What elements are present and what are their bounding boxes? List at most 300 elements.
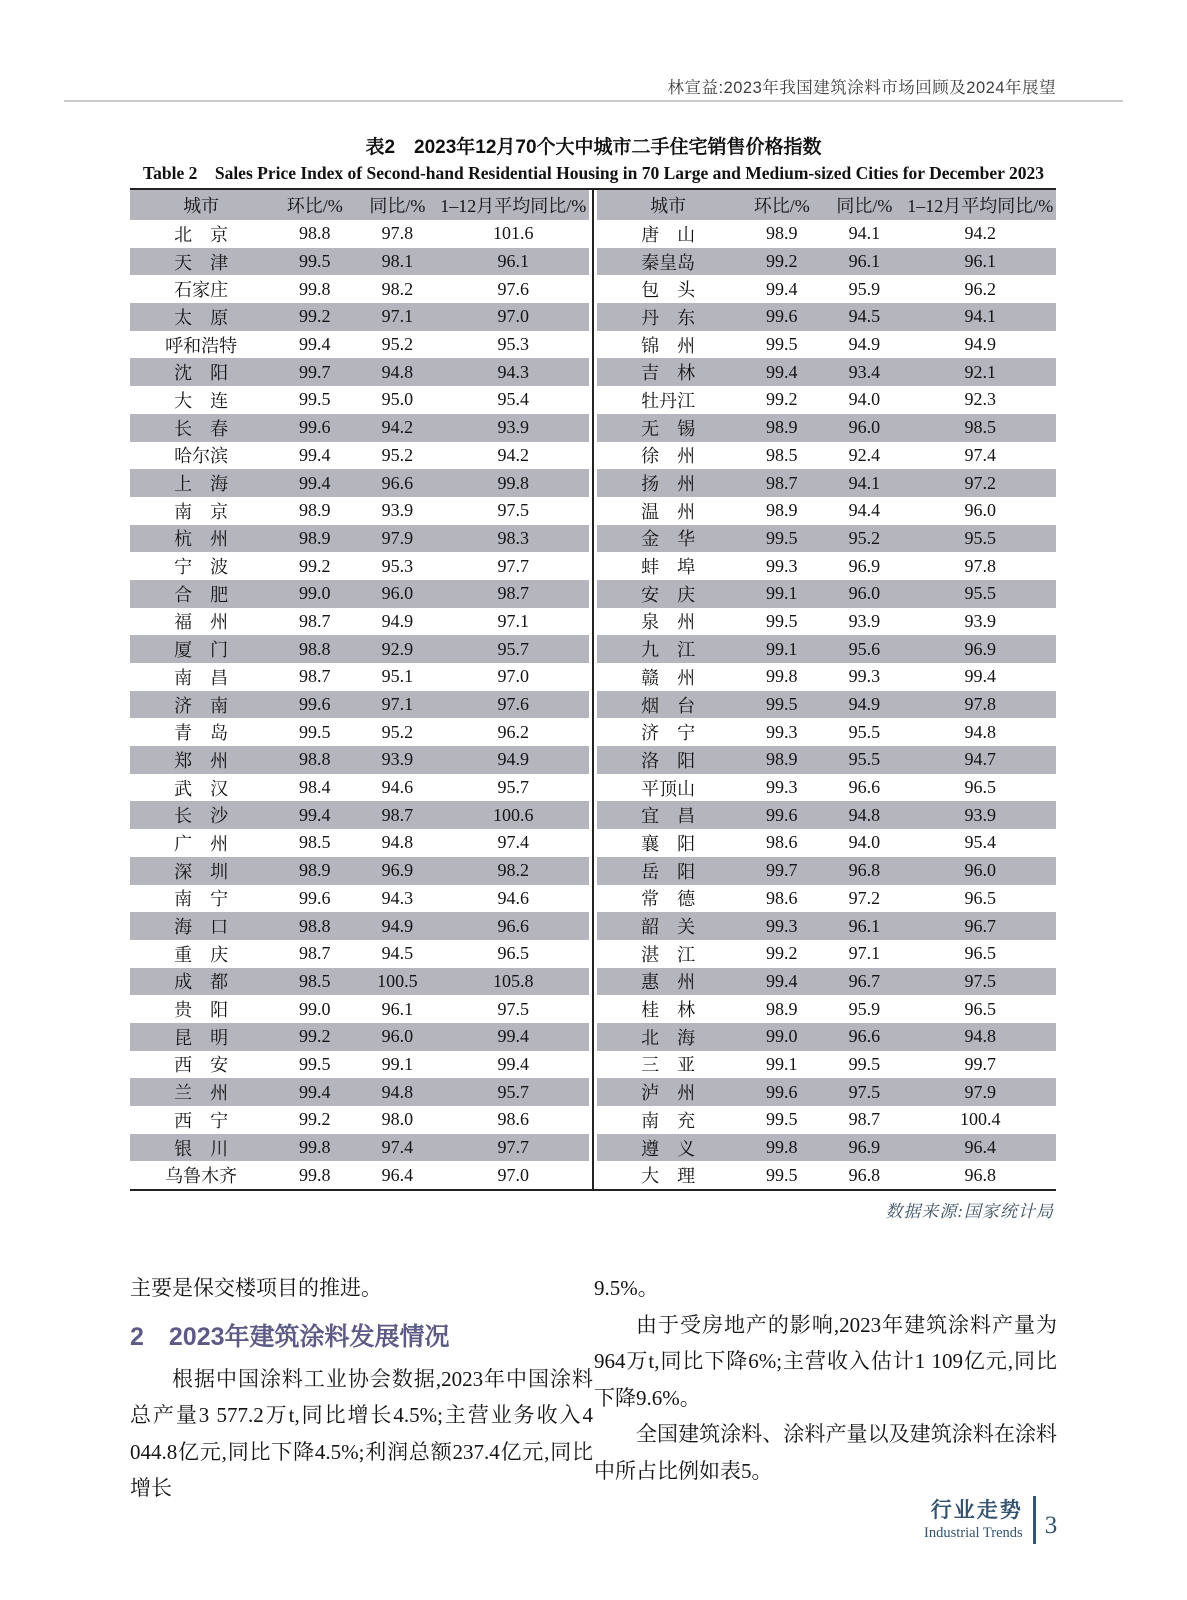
- value-cell: 96.5: [964, 998, 996, 1019]
- table-row: [597, 248, 1056, 276]
- value-cell: 98.8: [272, 635, 357, 663]
- value-cell: 98.8: [272, 912, 357, 940]
- table-header-row: [597, 190, 1056, 220]
- table-row: [130, 552, 589, 580]
- table-row: [130, 1106, 589, 1134]
- city-cell: 丹 东: [597, 303, 739, 331]
- value-cell: 94.0: [848, 832, 881, 853]
- value-cell: 94.9: [848, 334, 881, 355]
- table-row: [597, 442, 1056, 470]
- city-cell: 韶 关: [597, 912, 739, 940]
- value-cell: 97.7: [438, 1134, 590, 1162]
- value-cell: 94.5: [824, 303, 904, 331]
- paragraph: 全国建筑涂料、涂料产量以及建筑涂料在涂料中所占比例如表5。: [594, 1422, 1057, 1483]
- footer-section-en: Industrial Trends: [924, 1524, 1023, 1541]
- value-cell: 96.5: [497, 943, 529, 964]
- value-cell: 99.6: [272, 691, 357, 719]
- table-row: [130, 386, 589, 414]
- city-cell: 合 肥: [130, 580, 272, 608]
- city-cell: 锦 州: [641, 335, 696, 356]
- value-cell: 98.9: [739, 746, 824, 774]
- value-cell: 97.2: [848, 887, 881, 908]
- table-row: [130, 663, 589, 691]
- city-cell: 泉 州: [641, 612, 696, 633]
- city-cell: 三 亚: [641, 1055, 696, 1076]
- city-cell: 遵 义: [597, 1134, 739, 1162]
- city-cell: 西 安: [174, 1055, 229, 1076]
- value-cell: 97.0: [497, 666, 529, 687]
- value-cell: 99.6: [298, 887, 331, 908]
- value-cell: 98.9: [765, 998, 798, 1019]
- table-row: [597, 220, 1056, 248]
- city-cell: 宁 波: [174, 557, 229, 578]
- table-row: [130, 358, 589, 386]
- value-cell: 96.4: [905, 1134, 1057, 1162]
- value-cell: 94.2: [357, 414, 437, 442]
- table-row: [130, 1161, 589, 1189]
- city-cell: 贵 阳: [174, 1000, 229, 1021]
- column-header-city: 城市: [597, 190, 739, 220]
- value-cell: 99.5: [765, 610, 798, 631]
- table-row: [130, 995, 589, 1023]
- value-cell: 97.5: [824, 1078, 904, 1106]
- city-cell: 郑 州: [130, 746, 272, 774]
- city-cell: 襄 阳: [641, 833, 696, 854]
- table-row: [597, 746, 1056, 774]
- city-cell: 济 南: [130, 691, 272, 719]
- table-row: [597, 968, 1056, 996]
- value-cell: 98.6: [765, 832, 798, 853]
- value-cell: 99.8: [739, 1134, 824, 1162]
- city-cell: 杭 州: [130, 525, 272, 553]
- value-cell: 98.6: [765, 887, 798, 908]
- city-cell: 南 京: [174, 501, 229, 522]
- value-cell: 96.4: [381, 1164, 414, 1185]
- value-cell: 98.3: [438, 525, 590, 553]
- value-cell: 97.0: [497, 1164, 529, 1185]
- value-cell: 99.5: [298, 389, 331, 410]
- value-cell: 92.1: [905, 358, 1057, 386]
- value-cell: 97.0: [438, 303, 590, 331]
- table-row: [130, 580, 589, 608]
- value-cell: 99.2: [272, 303, 357, 331]
- table-row: [130, 414, 589, 442]
- value-cell: 98.9: [272, 525, 357, 553]
- city-cell: 包 头: [641, 280, 696, 301]
- value-cell: 99.8: [298, 278, 331, 299]
- value-cell: 99.4: [739, 358, 824, 386]
- column-header-yoy: 同比/%: [357, 190, 437, 220]
- table-row: [597, 608, 1056, 636]
- value-cell: 97.7: [497, 555, 529, 576]
- value-cell: 94.9: [964, 334, 996, 355]
- table-row: [597, 275, 1056, 303]
- value-cell: 99.4: [964, 666, 996, 687]
- value-cell: 95.0: [381, 389, 414, 410]
- value-cell: 98.5: [272, 968, 357, 996]
- value-cell: 94.8: [381, 832, 414, 853]
- value-cell: 98.7: [357, 801, 437, 829]
- table-row: [130, 774, 589, 802]
- value-cell: 105.8: [438, 968, 590, 996]
- table-row: [597, 857, 1056, 885]
- table-divider: [592, 190, 594, 1189]
- city-cell: 洛 阳: [597, 746, 739, 774]
- table-row: [597, 885, 1056, 913]
- city-cell: 湛 江: [641, 944, 696, 965]
- value-cell: 96.6: [357, 469, 437, 497]
- value-cell: 98.1: [357, 248, 437, 276]
- table-row: [130, 1051, 589, 1079]
- page-footer: [924, 1496, 1057, 1544]
- table-row: [130, 691, 589, 719]
- value-cell: 94.1: [905, 303, 1057, 331]
- table-row: [130, 746, 589, 774]
- city-cell: 广 州: [174, 833, 229, 854]
- table-row: [130, 1078, 589, 1106]
- table-row: [130, 469, 589, 497]
- value-cell: 97.1: [357, 691, 437, 719]
- value-cell: 97.1: [497, 610, 529, 631]
- city-cell: 青 岛: [174, 723, 229, 744]
- table-row: [130, 912, 589, 940]
- value-cell: 94.4: [848, 500, 881, 521]
- value-cell: 99.6: [272, 414, 357, 442]
- value-cell: 94.1: [824, 469, 904, 497]
- city-cell: 西 宁: [174, 1110, 229, 1131]
- city-cell: 天 津: [130, 248, 272, 276]
- city-cell: 上 海: [130, 469, 272, 497]
- value-cell: 94.6: [497, 887, 529, 908]
- value-cell: 99.2: [272, 1023, 357, 1051]
- city-cell: 长 沙: [130, 801, 272, 829]
- value-cell: 99.6: [739, 801, 824, 829]
- value-cell: 96.8: [848, 1164, 881, 1185]
- table-row: [597, 1134, 1056, 1162]
- table-row: [597, 912, 1056, 940]
- table-row: [597, 718, 1056, 746]
- column-header-avg: 1–12月平均同比/%: [438, 190, 590, 220]
- table-row: [597, 303, 1056, 331]
- column-header-yoy: 同比/%: [824, 190, 904, 220]
- city-cell: 石家庄: [174, 280, 229, 301]
- table-row: [597, 691, 1056, 719]
- value-cell: 97.6: [438, 691, 590, 719]
- city-cell: 宜 昌: [597, 801, 739, 829]
- value-cell: 95.2: [381, 721, 414, 742]
- table-row: [130, 442, 589, 470]
- table-row: [597, 358, 1056, 386]
- city-cell: 九 江: [597, 635, 739, 663]
- table-row: [597, 386, 1056, 414]
- city-cell: 无 锡: [597, 414, 739, 442]
- value-cell: 99.5: [765, 334, 798, 355]
- value-cell: 99.1: [765, 1053, 798, 1074]
- table-row: [597, 414, 1056, 442]
- value-cell: 98.6: [497, 1109, 529, 1130]
- table-row: [130, 608, 589, 636]
- city-cell: 大 理: [641, 1166, 696, 1187]
- value-cell: 95.2: [824, 525, 904, 553]
- value-cell: 99.4: [272, 469, 357, 497]
- value-cell: 96.0: [357, 580, 437, 608]
- value-cell: 94.0: [848, 389, 881, 410]
- table-row: [130, 497, 589, 525]
- value-cell: 99.8: [438, 469, 590, 497]
- value-cell: 95.7: [438, 635, 590, 663]
- value-cell: 94.8: [357, 358, 437, 386]
- value-cell: 96.1: [824, 912, 904, 940]
- value-cell: 93.9: [964, 610, 996, 631]
- value-cell: 94.2: [497, 444, 529, 465]
- city-cell: 南 宁: [174, 889, 229, 910]
- table-row: [597, 940, 1056, 968]
- value-cell: 99.0: [739, 1023, 824, 1051]
- value-cell: 95.5: [848, 721, 881, 742]
- table-row: [130, 718, 589, 746]
- value-cell: 99.8: [765, 666, 798, 687]
- value-cell: 96.8: [964, 1164, 996, 1185]
- value-cell: 95.5: [905, 525, 1057, 553]
- city-cell: 兰 州: [130, 1078, 272, 1106]
- value-cell: 98.7: [438, 580, 590, 608]
- value-cell: 96.9: [357, 857, 437, 885]
- table-row: [597, 635, 1056, 663]
- value-cell: 96.9: [824, 1134, 904, 1162]
- table-title-en: Table 2 Sales Price Index of Second-hand Residential Housing in 70 Large and Medium-sized Cities for December 2023: [143, 163, 1044, 183]
- footer-section-cn: 行业走势: [930, 1498, 1023, 1522]
- value-cell: 96.1: [381, 998, 414, 1019]
- table-row: [597, 1161, 1056, 1189]
- table-row: [597, 995, 1056, 1023]
- city-cell: 长 春: [130, 414, 272, 442]
- city-cell: 平顶山: [641, 778, 696, 799]
- city-cell: 秦皇岛: [597, 248, 739, 276]
- value-cell: 97.8: [381, 223, 414, 244]
- value-cell: 96.1: [438, 248, 590, 276]
- city-cell: 扬 州: [597, 469, 739, 497]
- city-cell: 唐 山: [641, 224, 696, 245]
- value-cell: 98.9: [765, 223, 798, 244]
- table-row: [130, 801, 589, 829]
- value-cell: 96.6: [824, 1023, 904, 1051]
- value-cell: 97.8: [905, 691, 1057, 719]
- value-cell: 99.1: [739, 635, 824, 663]
- value-cell: 99.4: [438, 1023, 590, 1051]
- value-cell: 100.4: [960, 1109, 1001, 1130]
- value-cell: 93.4: [824, 358, 904, 386]
- table-row: [597, 525, 1056, 553]
- value-cell: 96.2: [964, 278, 996, 299]
- city-cell: 南 充: [641, 1110, 696, 1131]
- city-cell: 银 川: [130, 1134, 272, 1162]
- table-row: [597, 801, 1056, 829]
- value-cell: 94.7: [905, 746, 1057, 774]
- table-title-cn: 表2 2023年12月70个大中城市二手住宅销售价格指数: [365, 137, 822, 158]
- footer-divider-bar: [1033, 1496, 1036, 1544]
- table-row: [130, 275, 589, 303]
- city-cell: 牡丹江: [641, 390, 696, 411]
- table-row: [597, 1023, 1056, 1051]
- page-number: 3: [1044, 1512, 1058, 1539]
- paragraph: 由于受房地产的影响,2023年建筑涂料产量为964万t,同比下降6%;主营收入估计1 109亿元,同比下降9.6%。: [594, 1312, 1057, 1410]
- value-cell: 95.9: [848, 998, 881, 1019]
- value-cell: 96.9: [848, 555, 881, 576]
- table-row: [597, 331, 1056, 359]
- value-cell: 96.1: [824, 248, 904, 276]
- table-row: [597, 829, 1056, 857]
- section-heading: 2 2023年建筑涂料发展情况: [130, 1322, 450, 1351]
- value-cell: 99.5: [848, 1053, 881, 1074]
- value-cell: 98.2: [438, 857, 590, 885]
- value-cell: 92.3: [964, 389, 996, 410]
- table-row: [130, 220, 589, 248]
- value-cell: 99.4: [497, 1053, 529, 1074]
- body-left-column: [130, 1270, 593, 1507]
- city-cell: 蚌 埠: [641, 557, 696, 578]
- value-cell: 96.0: [357, 1023, 437, 1051]
- value-cell: 94.9: [357, 912, 437, 940]
- value-cell: 97.4: [357, 1134, 437, 1162]
- value-cell: 95.5: [905, 580, 1057, 608]
- value-cell: 98.4: [298, 777, 331, 798]
- value-cell: 95.6: [824, 635, 904, 663]
- value-cell: 94.1: [848, 223, 881, 244]
- table-row: [130, 940, 589, 968]
- value-cell: 95.4: [964, 832, 996, 853]
- value-cell: 101.6: [493, 223, 534, 244]
- running-header: 林宣益:2023年我国建筑涂料市场回顾及2024年展望: [667, 79, 1056, 97]
- city-cell: 北 京: [174, 224, 229, 245]
- table-row: [130, 1023, 589, 1051]
- value-cell: 95.7: [497, 777, 529, 798]
- value-cell: 97.1: [848, 943, 881, 964]
- city-cell: 厦 门: [130, 635, 272, 663]
- table-row: [130, 829, 589, 857]
- value-cell: 96.7: [905, 912, 1057, 940]
- value-cell: 99.2: [298, 555, 331, 576]
- value-cell: 95.4: [497, 389, 529, 410]
- city-cell: 福 州: [174, 612, 229, 633]
- value-cell: 98.2: [381, 278, 414, 299]
- value-cell: 98.0: [381, 1109, 414, 1130]
- value-cell: 94.6: [381, 777, 414, 798]
- value-cell: 96.0: [964, 500, 996, 521]
- value-cell: 97.1: [357, 303, 437, 331]
- table-row: [130, 1134, 589, 1162]
- value-cell: 98.8: [272, 746, 357, 774]
- city-cell: 呼和浩特: [165, 335, 238, 356]
- value-cell: 93.9: [438, 414, 590, 442]
- value-cell: 96.0: [824, 414, 904, 442]
- table-row: [597, 1051, 1056, 1079]
- value-cell: 99.4: [272, 1078, 357, 1106]
- value-cell: 97.9: [357, 525, 437, 553]
- table-row: [130, 331, 589, 359]
- value-cell: 94.5: [381, 943, 414, 964]
- table-left-panel: [130, 190, 589, 1189]
- table-header-row: [130, 190, 589, 220]
- city-cell: 成 都: [130, 968, 272, 996]
- value-cell: 93.9: [848, 610, 881, 631]
- value-cell: 98.5: [765, 444, 798, 465]
- value-cell: 97.8: [964, 555, 996, 576]
- value-cell: 92.4: [848, 444, 881, 465]
- column-header-city: 城市: [130, 190, 272, 220]
- footer-section-labels: [924, 1499, 1023, 1542]
- value-cell: 96.5: [964, 943, 996, 964]
- city-cell: 太 原: [130, 303, 272, 331]
- value-cell: 98.7: [298, 943, 331, 964]
- value-cell: 97.9: [905, 1078, 1057, 1106]
- value-cell: 99.4: [739, 968, 824, 996]
- value-cell: 97.5: [905, 968, 1057, 996]
- value-cell: 94.8: [824, 801, 904, 829]
- value-cell: 92.9: [357, 635, 437, 663]
- city-cell: 桂 林: [641, 1000, 696, 1021]
- value-cell: 99.8: [298, 1164, 331, 1185]
- city-cell: 北 海: [597, 1023, 739, 1051]
- value-cell: 99.3: [765, 721, 798, 742]
- city-cell: 吉 林: [597, 358, 739, 386]
- table-row: [130, 857, 589, 885]
- value-cell: 94.3: [381, 887, 414, 908]
- value-cell: 99.3: [848, 666, 881, 687]
- city-cell: 乌鲁木齐: [165, 1166, 238, 1187]
- table-source-note: 数据来源:国家统计局: [885, 1202, 1054, 1221]
- value-cell: 96.7: [824, 968, 904, 996]
- table-row: [597, 469, 1056, 497]
- value-cell: 99.4: [765, 278, 798, 299]
- value-cell: 99.7: [272, 358, 357, 386]
- table-row: [130, 885, 589, 913]
- city-cell: 哈尔滨: [174, 446, 229, 467]
- table-row: [597, 552, 1056, 580]
- value-cell: 100.6: [438, 801, 590, 829]
- value-cell: 97.4: [497, 832, 529, 853]
- value-cell: 96.8: [824, 857, 904, 885]
- table-row: [130, 248, 589, 276]
- value-cell: 96.0: [905, 857, 1057, 885]
- paragraph: 9.5%。: [594, 1276, 659, 1300]
- city-cell: 南 昌: [174, 667, 229, 688]
- value-cell: 99.4: [298, 334, 331, 355]
- value-cell: 98.7: [298, 666, 331, 687]
- value-cell: 95.3: [381, 555, 414, 576]
- value-cell: 99.7: [739, 857, 824, 885]
- column-header-avg: 1–12月平均同比/%: [905, 190, 1057, 220]
- value-cell: 95.2: [381, 444, 414, 465]
- value-cell: 98.7: [739, 469, 824, 497]
- value-cell: 93.9: [905, 801, 1057, 829]
- table-row: [597, 663, 1056, 691]
- value-cell: 96.9: [905, 635, 1057, 663]
- value-cell: 98.7: [298, 610, 331, 631]
- value-cell: 97.4: [964, 444, 996, 465]
- value-cell: 97.6: [497, 278, 529, 299]
- value-cell: 96.5: [964, 887, 996, 908]
- value-cell: 99.2: [765, 389, 798, 410]
- value-cell: 100.5: [357, 968, 437, 996]
- value-cell: 99.5: [298, 1053, 331, 1074]
- city-cell: 济 宁: [641, 723, 696, 744]
- city-cell: 温 州: [641, 501, 696, 522]
- table-row: [597, 1078, 1056, 1106]
- value-cell: 94.3: [438, 358, 590, 386]
- city-cell: 泸 州: [597, 1078, 739, 1106]
- value-cell: 96.2: [497, 721, 529, 742]
- value-cell: 99.6: [739, 303, 824, 331]
